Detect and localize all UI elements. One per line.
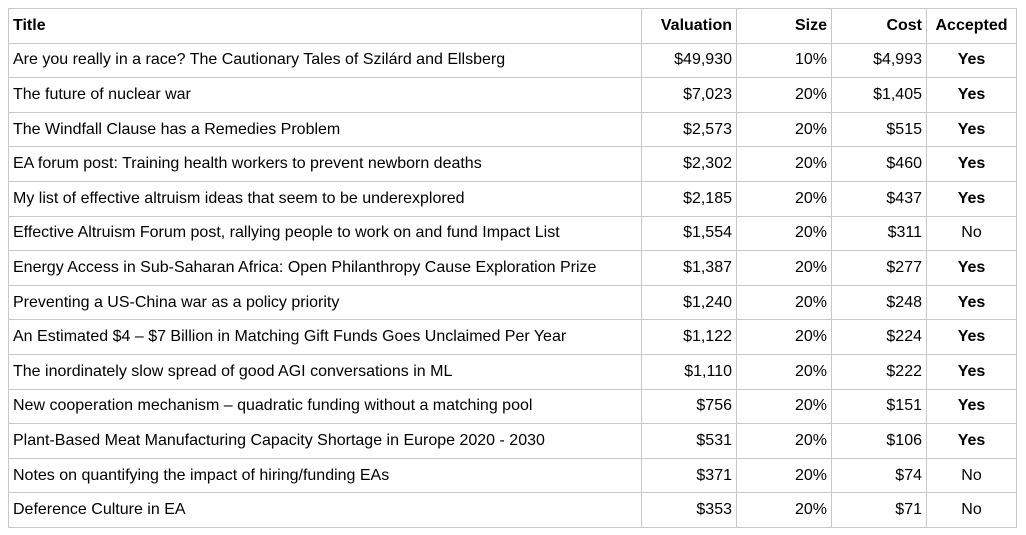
table-row [9, 493, 1017, 528]
cell-cost: $311 [832, 216, 927, 251]
table-body [9, 43, 1017, 527]
cell-title: The future of nuclear war [9, 78, 642, 113]
cell-valuation: $2,302 [642, 147, 737, 182]
cell-cost: $71 [832, 493, 927, 528]
cell-cost: $4,993 [832, 43, 927, 78]
cell-title: Notes on quantifying the impact of hiring/funding EAs [9, 458, 642, 493]
cell-cost: $222 [832, 354, 927, 389]
cell-accepted: Yes [927, 320, 1017, 355]
cell-size: 20% [737, 493, 832, 528]
cell-size: 20% [737, 354, 832, 389]
cell-size: 20% [737, 181, 832, 216]
cell-accepted: Yes [927, 43, 1017, 78]
table-row [9, 251, 1017, 286]
table-row [9, 43, 1017, 78]
cell-valuation: $353 [642, 493, 737, 528]
table-row [9, 458, 1017, 493]
cell-cost: $277 [832, 251, 927, 286]
cell-cost: $460 [832, 147, 927, 182]
cell-title: EA forum post: Training health workers to prevent newborn deaths [9, 147, 642, 182]
cell-size: 20% [737, 112, 832, 147]
header-cost: Cost [832, 9, 927, 44]
cell-size: 20% [737, 424, 832, 459]
cell-accepted: Yes [927, 424, 1017, 459]
cell-title: Are you really in a race? The Cautionary Tales of Szilárd and Ellsberg [9, 43, 642, 78]
table-row [9, 424, 1017, 459]
cell-size: 20% [737, 147, 832, 182]
table-row [9, 285, 1017, 320]
cell-valuation: $1,387 [642, 251, 737, 286]
cell-size: 20% [737, 320, 832, 355]
cell-size: 20% [737, 251, 832, 286]
cell-cost: $1,405 [832, 78, 927, 113]
cell-accepted: Yes [927, 251, 1017, 286]
table-row [9, 354, 1017, 389]
cell-accepted: No [927, 493, 1017, 528]
cell-valuation: $371 [642, 458, 737, 493]
cell-accepted: Yes [927, 181, 1017, 216]
cell-title: The Windfall Clause has a Remedies Problem [9, 112, 642, 147]
cell-valuation: $756 [642, 389, 737, 424]
cell-valuation: $2,185 [642, 181, 737, 216]
table-row [9, 181, 1017, 216]
cell-accepted: No [927, 458, 1017, 493]
table-row [9, 112, 1017, 147]
cell-title: An Estimated $4 – $7 Billion in Matching Gift Funds Goes Unclaimed Per Year [9, 320, 642, 355]
cell-title: Deference Culture in EA [9, 493, 642, 528]
cell-accepted: Yes [927, 112, 1017, 147]
cell-title: Plant-Based Meat Manufacturing Capacity Shortage in Europe 2020 - 2030 [9, 424, 642, 459]
cell-title: New cooperation mechanism – quadratic funding without a matching pool [9, 389, 642, 424]
cell-cost: $224 [832, 320, 927, 355]
results-table [8, 8, 1017, 528]
cell-size: 20% [737, 216, 832, 251]
header-size: Size [737, 9, 832, 44]
header-title: Title [9, 9, 642, 44]
cell-cost: $74 [832, 458, 927, 493]
table-row [9, 216, 1017, 251]
cell-valuation: $1,110 [642, 354, 737, 389]
table-row [9, 320, 1017, 355]
header-accepted: Accepted [927, 9, 1017, 44]
cell-accepted: Yes [927, 285, 1017, 320]
cell-valuation: $2,573 [642, 112, 737, 147]
cell-size: 10% [737, 43, 832, 78]
cell-title: My list of effective altruism ideas that seem to be underexplored [9, 181, 642, 216]
cell-title: Effective Altruism Forum post, rallying people to work on and fund Impact List [9, 216, 642, 251]
cell-cost: $151 [832, 389, 927, 424]
cell-size: 20% [737, 285, 832, 320]
cell-cost: $437 [832, 181, 927, 216]
cell-valuation: $1,554 [642, 216, 737, 251]
table-row [9, 147, 1017, 182]
cell-size: 20% [737, 389, 832, 424]
cell-valuation: $7,023 [642, 78, 737, 113]
header-row [9, 9, 1017, 44]
table-row [9, 389, 1017, 424]
cell-cost: $106 [832, 424, 927, 459]
header-valuation: Valuation [642, 9, 737, 44]
cell-size: 20% [737, 458, 832, 493]
cell-accepted: Yes [927, 147, 1017, 182]
cell-cost: $515 [832, 112, 927, 147]
cell-cost: $248 [832, 285, 927, 320]
cell-accepted: No [927, 216, 1017, 251]
cell-valuation: $1,122 [642, 320, 737, 355]
cell-valuation: $531 [642, 424, 737, 459]
cell-valuation: $49,930 [642, 43, 737, 78]
cell-size: 20% [737, 78, 832, 113]
cell-accepted: Yes [927, 389, 1017, 424]
cell-valuation: $1,240 [642, 285, 737, 320]
table-row [9, 78, 1017, 113]
cell-accepted: Yes [927, 354, 1017, 389]
cell-title: Energy Access in Sub-Saharan Africa: Open Philanthropy Cause Exploration Prize [9, 251, 642, 286]
cell-accepted: Yes [927, 78, 1017, 113]
cell-title: Preventing a US-China war as a policy priority [9, 285, 642, 320]
cell-title: The inordinately slow spread of good AGI conversations in ML [9, 354, 642, 389]
